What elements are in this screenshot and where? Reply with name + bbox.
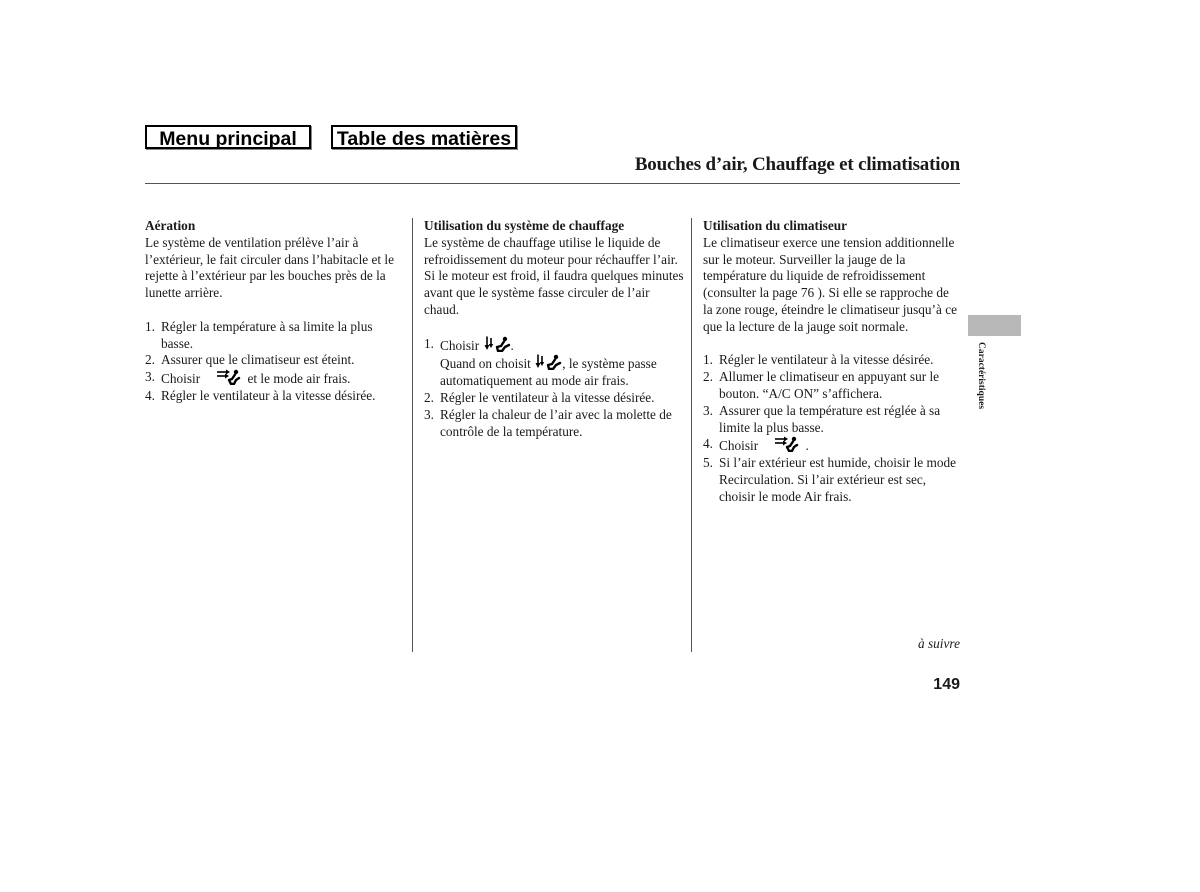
climatiseur-heading: Utilisation du climatiseur [703, 218, 848, 233]
vent-fresh-air-icon [200, 369, 244, 385]
climatiseur-steps [703, 352, 961, 505]
column-divider [691, 218, 692, 652]
list-item: 4. Choisir . [703, 436, 809, 454]
vent-fresh-air-icon [758, 436, 802, 452]
main-menu-button[interactable]: Menu principal [145, 125, 311, 149]
header-rule [145, 183, 960, 184]
list-item: 5. Si l’air extérieur est humide, choisir le mode Recirculation. Si l’air extérieur est sec, choisir le mode Air frais. [703, 455, 957, 504]
list-item: 2. Assurer que le climatiseur est éteint. [145, 352, 355, 368]
floor-heat-icon [534, 354, 562, 370]
list-item: 1. Régler le ventilateur à la vitesse désirée. [703, 352, 934, 368]
list-item: 2. Allumer le climatiseur en appuyant sur le bouton. “A/C ON” s’affichera. [703, 369, 940, 401]
climatiseur-column [703, 218, 961, 506]
list-item: 3. Régler la chaleur de l’air avec la molette de contrôle de la température. [424, 406, 672, 439]
list-item: 3. Choisir et le mode air frais. [145, 369, 351, 387]
chapter-tab-label: Caractéristiques [976, 342, 986, 410]
chauffage-steps [424, 336, 686, 441]
aeration-heading: Aération [145, 218, 196, 233]
floor-heat-icon [483, 336, 511, 352]
chauffage-intro: Le système de chauffage utilise le liquide de refroidissement du moteur pour réchauffer l’air. Si le moteur est froid, il faudra quelques minutes avant que le système fasse circuler de l’air chaud. [424, 234, 684, 317]
chauffage-heading: Utilisation du système de chauffage [424, 218, 625, 233]
climatiseur-intro: Le climatiseur exerce une tension additionnelle sur le moteur. Surveiller la jauge de la température du liquide de refroidissement (consulter la page 76 ). Si elle se rapproche de la zone rouge, éteindre le climatiseur jusqu’à ce que la lecture de la jauge soit normale. [703, 234, 958, 334]
continued-label: à suivre [918, 636, 960, 651]
list-item: 1. Régler la température à sa limite la plus basse. [145, 318, 373, 351]
list-item: 4. Régler le ventilateur à la vitesse désirée. [145, 387, 376, 403]
list-item: 2. Régler le ventilateur à la vitesse désirée. [424, 389, 655, 405]
section-title: Bouches d’air, Chauffage et climatisation [634, 154, 960, 175]
column-divider [412, 218, 413, 652]
table-of-contents-button[interactable]: Table des matières [331, 125, 517, 149]
page-number: 149 [933, 676, 960, 693]
list-item: 3. Assurer que la température est réglée à sa limite la plus basse. [703, 402, 941, 435]
chapter-tab [968, 315, 1021, 336]
aeration-intro: Le système de ventilation prélève l’air à l’extérieur, le fait circuler dans l’habitacle et le rejette à l’extérieur par les bouches près de la lunette arrière. [145, 234, 395, 301]
aeration-steps [145, 319, 407, 405]
list-item: 1. Choisir . Quand on choisit , le système passe automatiquement au mode air frais. [424, 335, 657, 389]
aeration-column [145, 218, 407, 405]
chauffage-column [424, 218, 686, 440]
